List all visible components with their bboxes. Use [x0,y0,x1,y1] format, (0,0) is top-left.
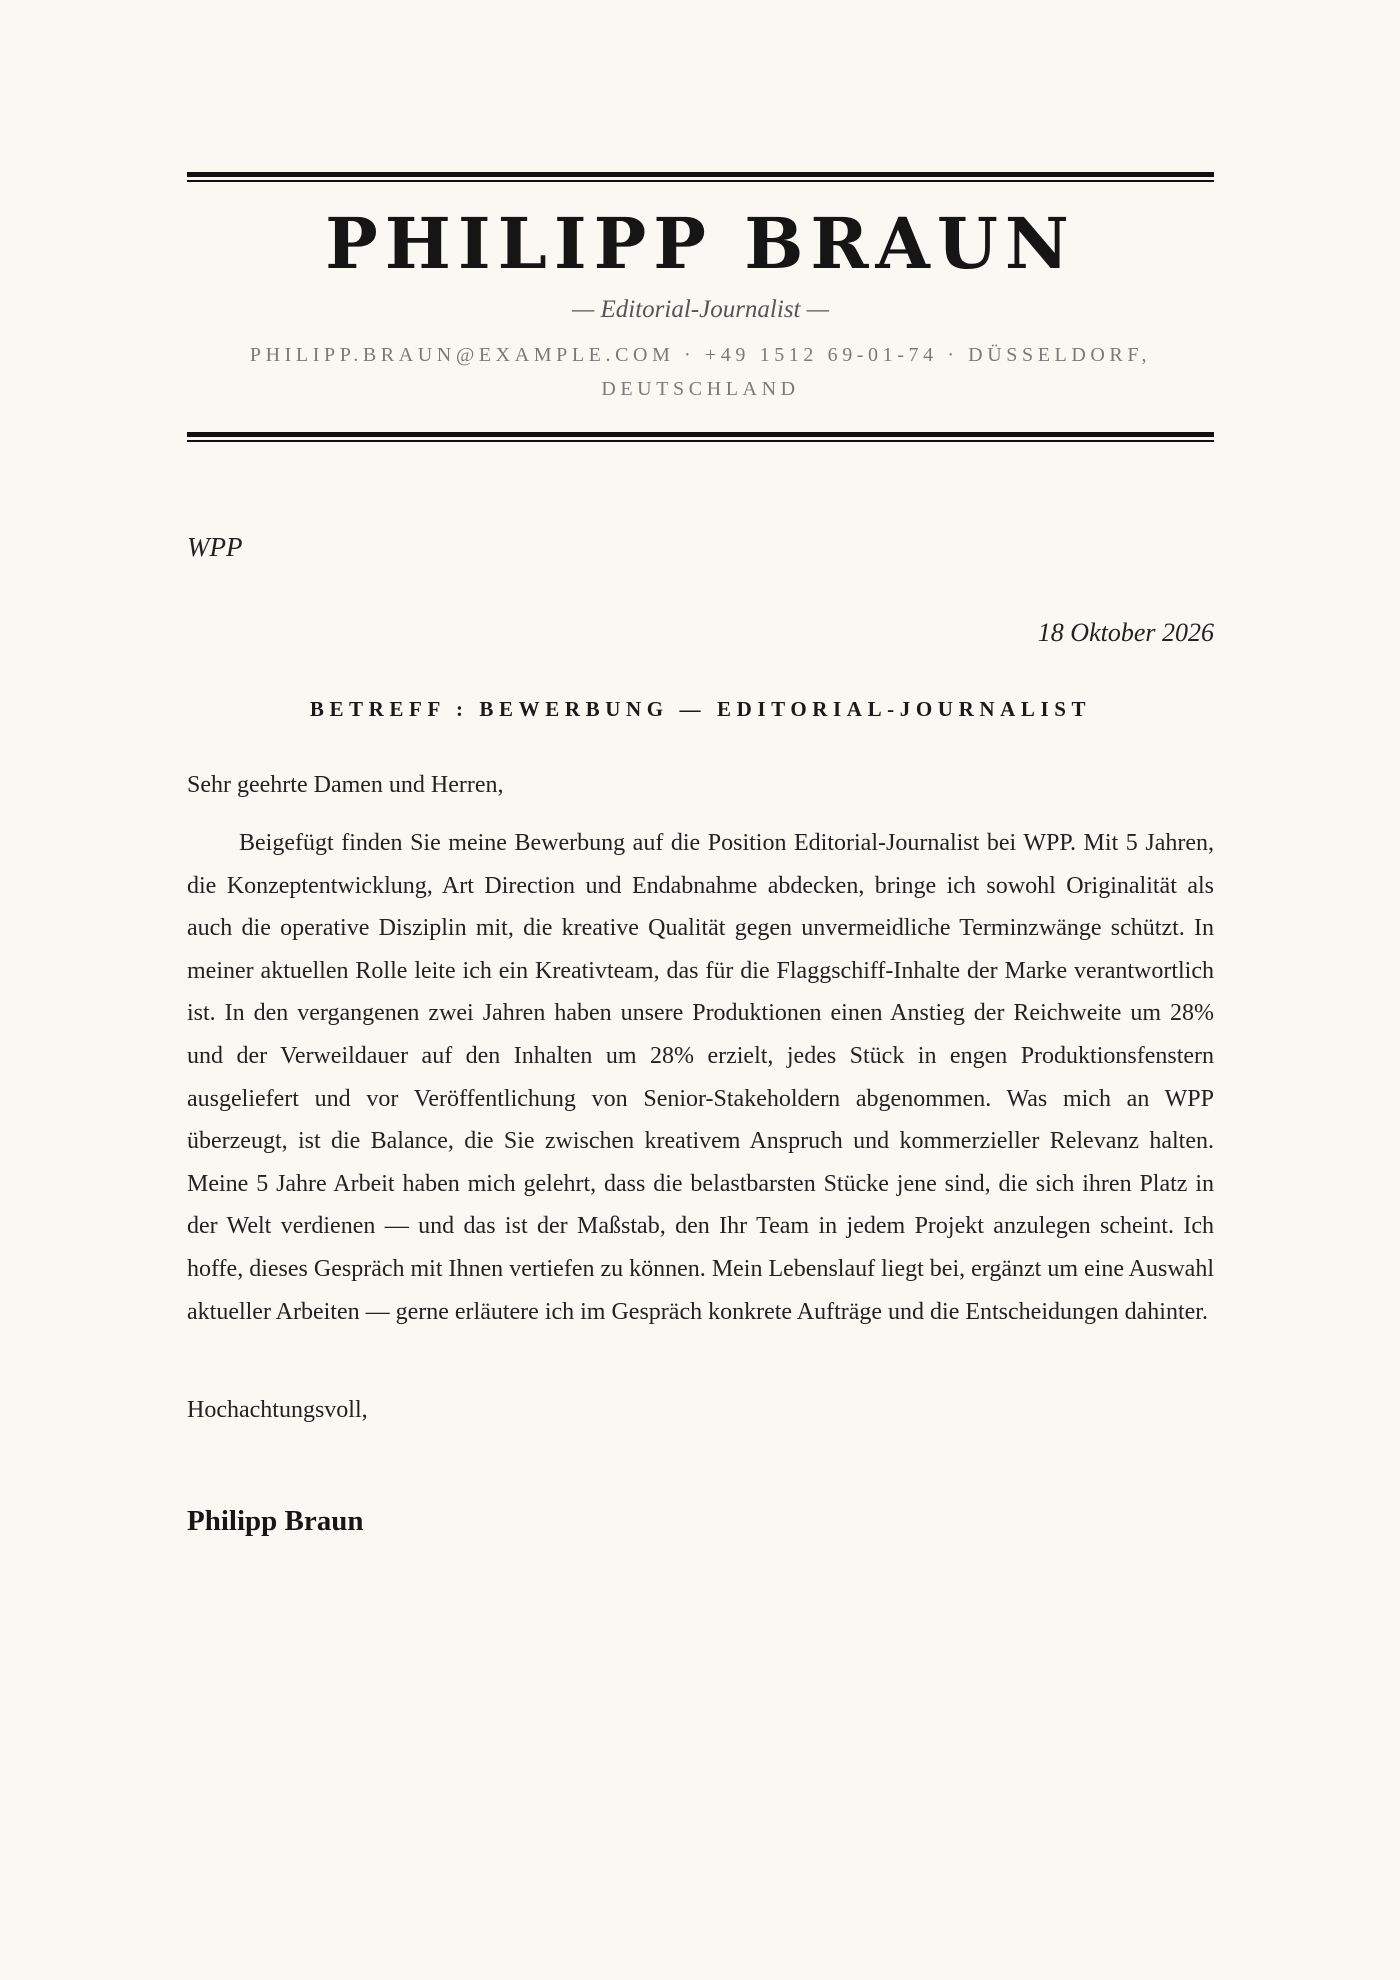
header-top-rule [187,172,1214,182]
letter-date: 18 Oktober 2026 [1037,618,1214,647]
recipient: WPP [187,532,243,562]
sender-role: — Editorial-Journalist — [572,296,829,323]
letter-body: Beigefügt finden Sie meine Bewerbung auf die Position Editorial-Journalist bei WPP. Mit 5 Jahren, die Konzeptentwicklung, Art Direction und Endabnahme abdecken, bringe ich sowohl Originalität als auch die operative Disziplin mit, die kreative Qualität gegen unvermeidliche Terminzwänge schützt. In meiner aktuellen Rolle leite ich ein Kreativteam, das für die Flaggschiff-Inhalte der Marke verantwortlich ist. In den vergangenen zwei Jahren haben unsere Produktionen einen Anstieg der Reichweite um 28% und der Verweildauer auf den Inhalten um 28% erzielt, jedes Stück in engen Produktionsfenstern ausgeliefert und vor Veröffentlichung von Senior-Stakeholdern abgenommen. Was mich an WPP überzeugt, ist die Balance, die Sie zwischen kreativem Anspruch und kommerzieller Relevanz halten. Meine 5 Jahre Arbeit haben mich gelehrt, dass die belastbarsten Stücke jene sind, die sich ihren Platz in der Welt verdienen — und das ist der Maßstab, den Ihr Team in jedem Projekt anzulegen scheint. Ich hoffe, dieses Gespräch mit Ihnen vertiefen zu können. Mein Lebenslauf liegt bei, ergänzt um eine Auswahl aktueller Arbeiten — gerne erläutere ich im Gespräch konkrete Aufträge und die Entscheidungen dahinter. [187,830,1214,1325]
cover-letter [187,172,1214,1539]
letterhead [187,182,1214,432]
salutation: Sehr geehrte Damen und Herren, [187,772,504,798]
sender-contact: PHILIPP.BRAUN@EXAMPLE.COM · +49 1512 69-01-74 · DÜSSELDORF, DEUTSCHLAND [249,344,1152,400]
subject-line: BETREFF : BEWERBUNG — EDITORIAL-JOURNALIST [309,697,1092,721]
closing: Hochachtungsvoll, [187,1397,368,1424]
signature: Philipp Braun [187,1505,364,1538]
sender-name: PHILIPP BRAUN [325,202,1076,285]
header-bottom-rule [187,432,1214,442]
